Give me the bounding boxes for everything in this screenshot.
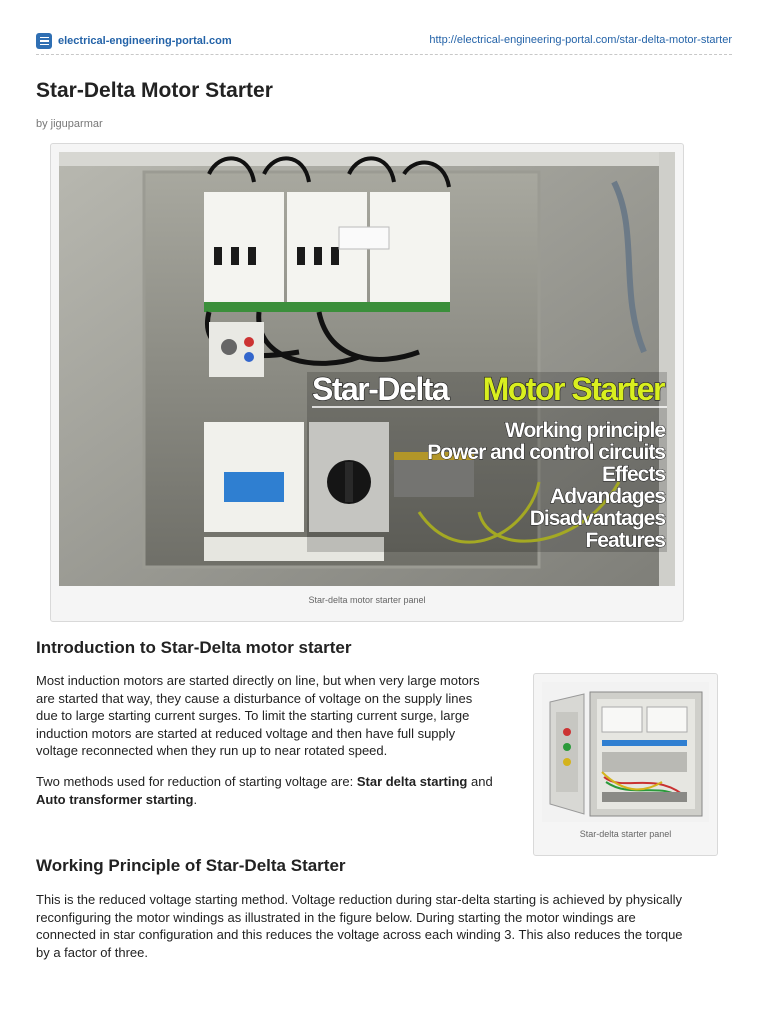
article-url-link[interactable]: http://electrical-engineering-portal.com/star-delta-motor-starter (429, 34, 732, 46)
starter-panel-photo (59, 152, 675, 586)
working-heading: Working Principle of Star-Delta Starter (36, 856, 346, 875)
side-caption: Star-delta starter panel (579, 829, 672, 839)
intro-heading: Introduction to Star-Delta motor starter (36, 638, 352, 657)
site-name-link[interactable]: electrical-engineering-portal.com (58, 35, 232, 47)
text-line: connected in star configuration and this reduces the voltage across each winding 3. This also reduces the torque (36, 927, 683, 942)
intro-paragraph-1 (36, 672, 516, 760)
text-line: Most induction motors are started directly on line, but when very large motors (36, 673, 480, 688)
hero-overlay-item: Working principle (505, 419, 665, 442)
text-line: due to large starting current surges. To limit the starting current surge, large (36, 708, 470, 723)
page-header (36, 33, 732, 49)
side-figure (533, 673, 718, 856)
text-line: reconfiguring the motor windings as illustrated in the figure below. During starting the motor windings are (36, 909, 636, 925)
bold-term: Star delta starting (356, 774, 468, 789)
text-run: Two methods used for reduction of starting voltage are: (36, 774, 357, 789)
intro-paragraph-2 (36, 773, 526, 808)
header-divider (36, 54, 732, 55)
text-run: . (193, 791, 198, 807)
site-brand[interactable] (36, 33, 232, 49)
hero-overlay-item: Power and control circuits (427, 441, 665, 464)
text-line: This is the reduced voltage starting method. Voltage reduction during star-delta starting is achieved by physically (36, 892, 683, 907)
document-icon (36, 33, 52, 49)
page-title: Star-Delta Motor Starter (36, 79, 273, 102)
text-line: by a factor of three. (36, 944, 149, 960)
text-line: voltage reconnected when they run up to near rotated speed. (36, 743, 388, 758)
starter-panel-photo-small (542, 682, 709, 822)
text-run: and (467, 774, 493, 789)
hero-caption: Star-delta motor starter panel (308, 595, 426, 605)
bold-term: Auto transformer starting (36, 791, 194, 807)
hero-figure (50, 143, 684, 622)
hero-overlay-item: Advandages (550, 485, 665, 508)
text-line: are started that way, they cause a disturbance of voltage on the supply lines (36, 690, 473, 706)
hero-overlay-title-a: Star-Delta (312, 371, 449, 407)
working-paragraph (36, 891, 736, 961)
hero-overlay-item: Features (585, 529, 665, 552)
hero-overlay-item: Effects (601, 463, 665, 486)
text-line: induction motors are started at reduced voltage and then have full supply (36, 725, 456, 741)
author-byline: by jiguparmar (36, 118, 103, 130)
hero-overlay-item: Disadvantages (529, 507, 665, 530)
hero-overlay-title-b: Motor Starter (482, 371, 664, 407)
